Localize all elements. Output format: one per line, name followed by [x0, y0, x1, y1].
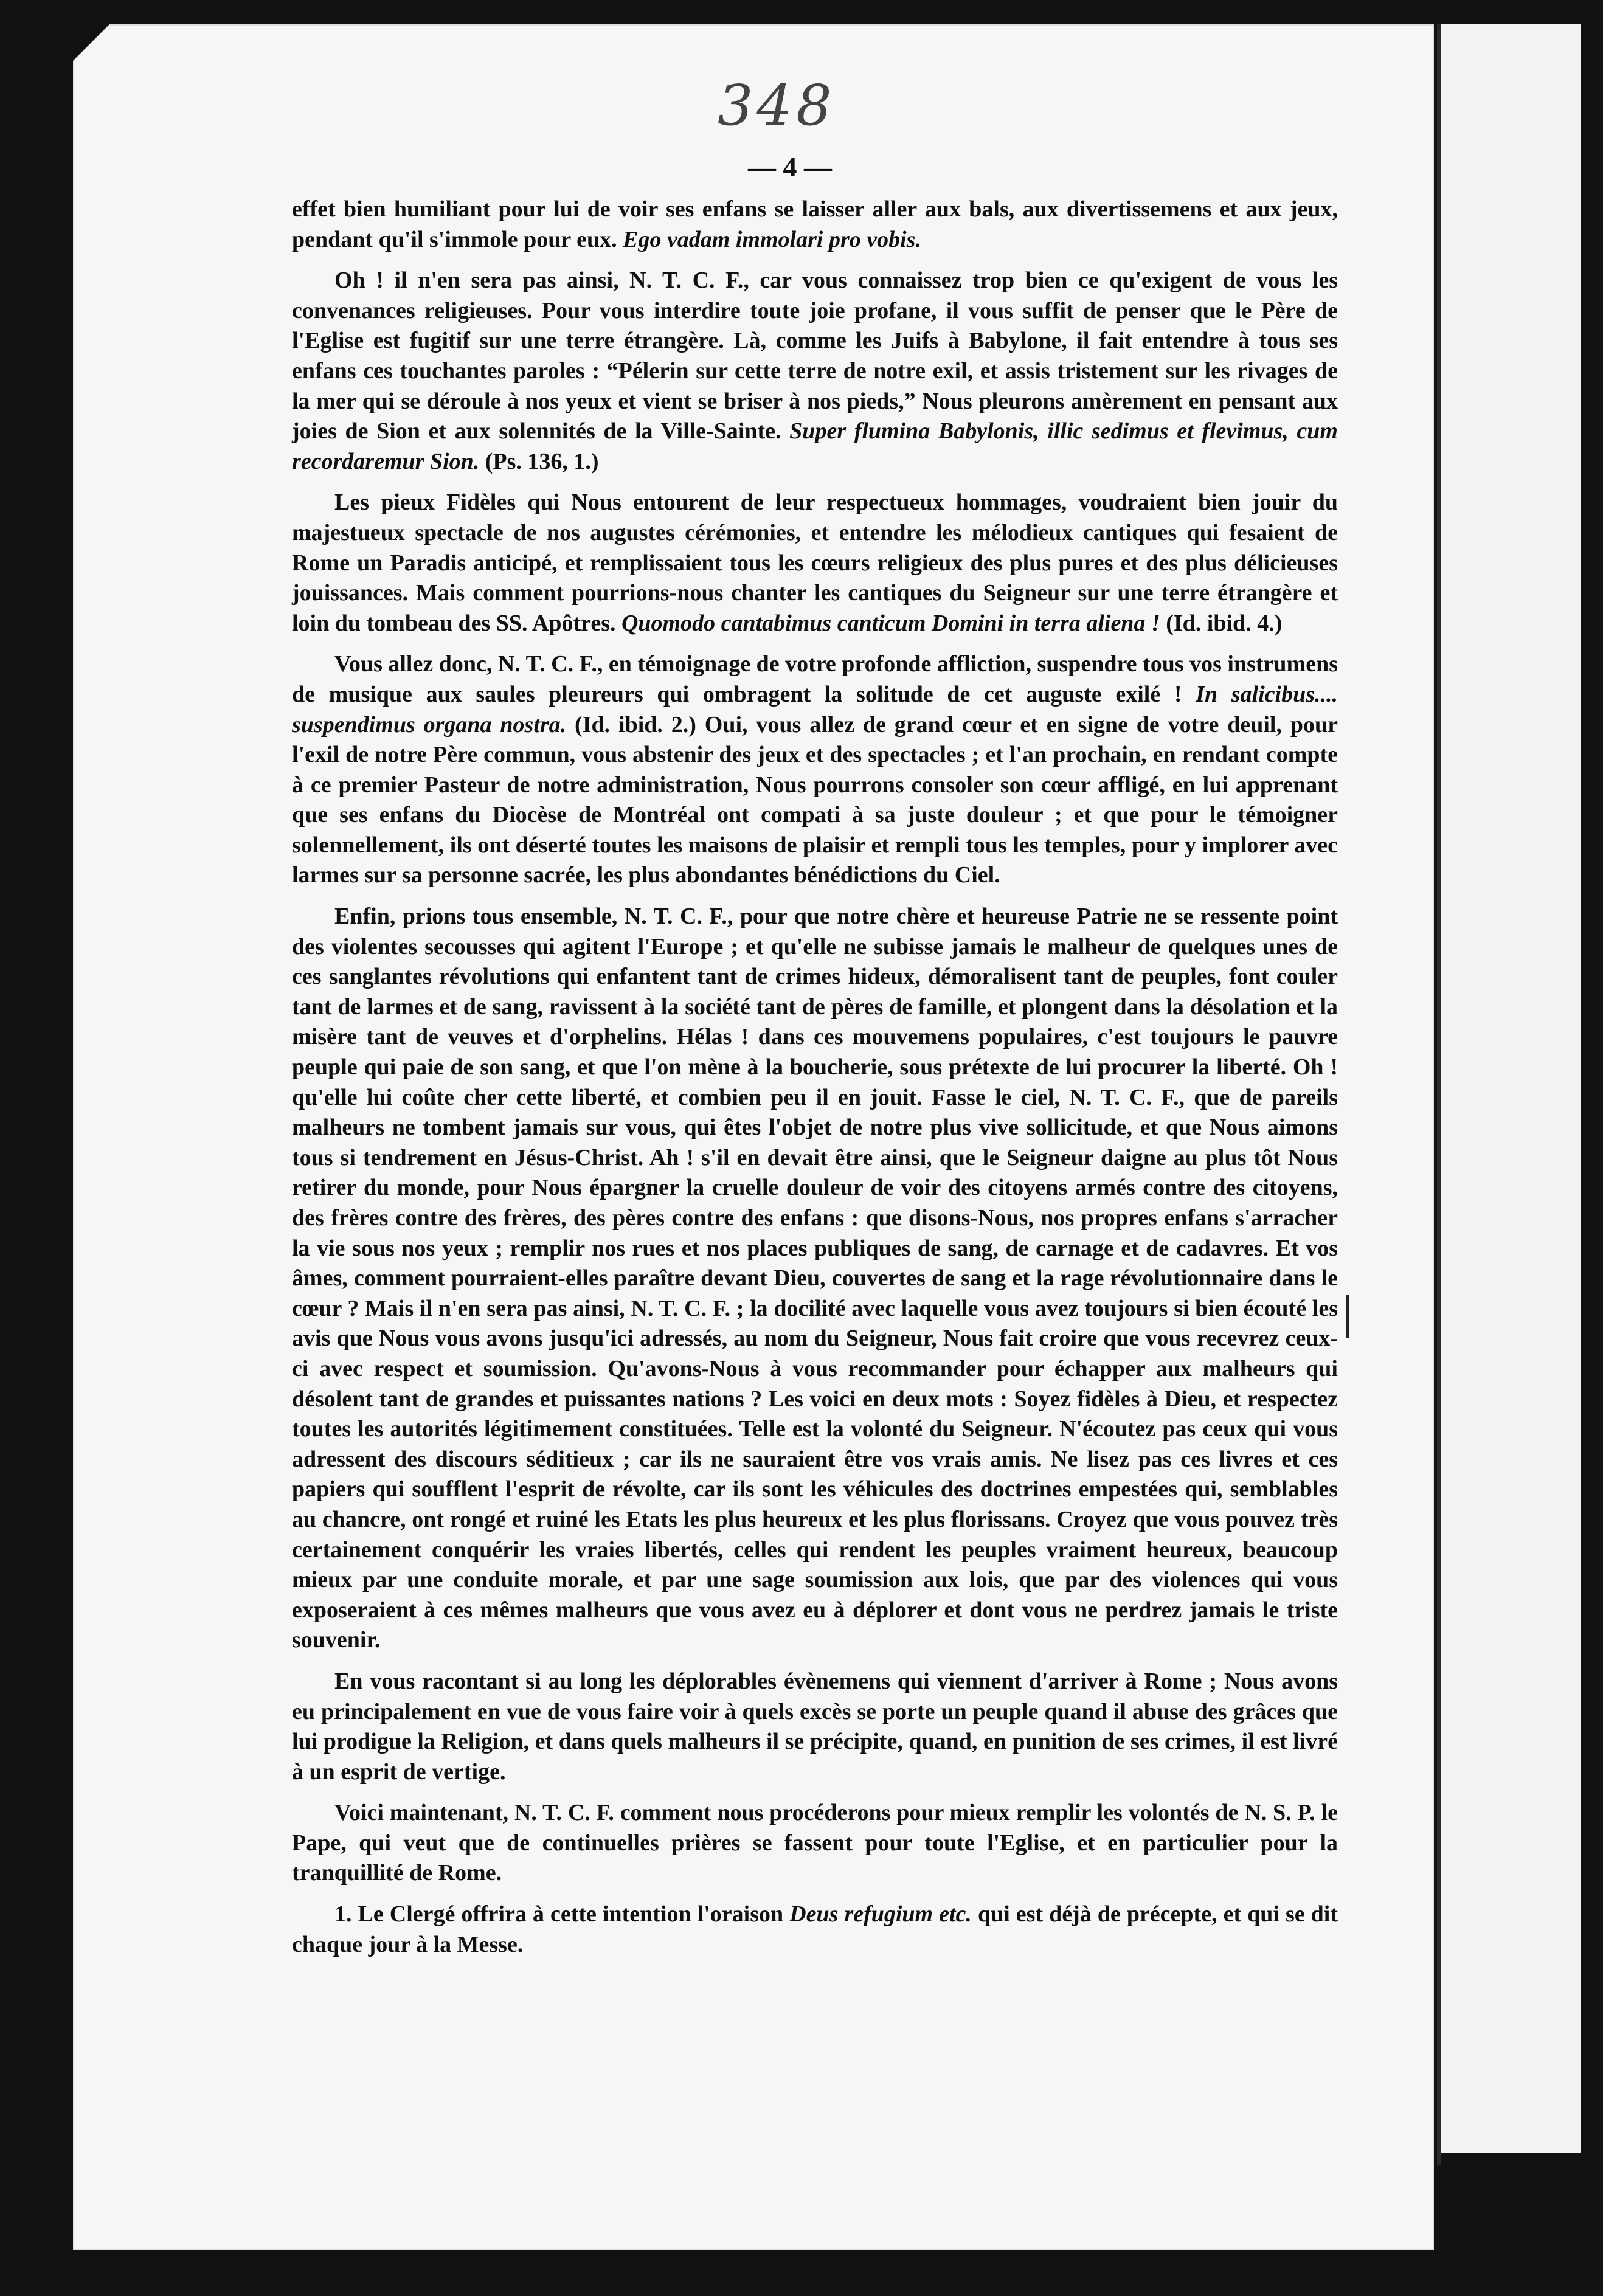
paragraph-p2 — [292, 488, 1338, 638]
adjacent-page-edge — [1441, 24, 1581, 2152]
latin-quote: Ego vadam immolari pro vobis. — [623, 226, 921, 252]
text-run: (Id. ibid. 4.) — [1160, 610, 1283, 636]
page-gutter — [1437, 24, 1441, 2165]
text-run: (Ps. 136, 1.) — [479, 448, 599, 474]
paragraph-p1 — [292, 266, 1338, 477]
text-run: Enfin, prions tous ensemble, N. T. C. F., pour que notre chère et heureuse Patrie ne se ressente point des violentes secousses qui agitent l'Europe ; et qu'elle ne subisse jamais le malheur de quelques unes de ces sanglantes révolutions qui enfantent tant de crimes hideux, démoralisent tant de peuples, font couler tant de larmes et de sang, ravissent à la société tant de pères de famille, et plongent dans la désolation et la misère tant de veuves et d'orphelins. Hélas ! dans ces mouvemens populaires, c'est toujours le pauvre peuple qui paie de son sang, et que l'on mène à la boucherie, sous prétexte de lui procurer la liberté. Oh ! qu'elle lui coûte cher cette liberté, et combien peu il en jouit. Fasse le ciel, N. T. C. F., que de pareils malheurs ne tombent jamais sur vous, qui êtes l'objet de notre plus vive sollicitude, et que Nous aimons tous si tendrement en Jésus-Christ. Ah ! s'il en devait être ainsi, que le Seigneur daigne au plus tôt Nous retirer du monde, pour Nous épargner la cruelle douleur de voir des citoyens armés contre des citoyens, des frères contre des frères, des pères contre des enfans : que disons-Nous, nos propres enfans s'arracher la vie sous nos yeux ; remplir nos rues et nos places publiques de sang, de carnage et de cadavres. Et vos âmes, comment pourraient-elles paraître devant Dieu, couvertes de sang et la rage révolutionnaire dans le cœur ? Mais il n'en sera pas ainsi, N. T. C. F. ; la docilité avec laquelle vous avez toujours si bien écouté les avis que Nous vous avons jusqu'ici adressés, au nom du Seigneur, Nous fait croire que vous recevrez ceux-ci avec respect et soumission. Qu'avons-Nous à vous recommander pour échapper aux malheurs qui désolent tant de grandes et puissantes nations ? Les voici en deux mots : Soyez fidèles à Dieu, et respectez toutes les autorités légitimement constituées. Telle est la volonté du Seigneur. N'écoutez pas ceux qui vous adressent des discours séditieux ; car ils ne sauraient être vos vrais amis. Ne lisez pas ces livres et ces papiers qui soufflent l'esprit de révolte, car ils sont les véhicules des doctrines empestées qui, semblables au chancre, ont rongé et ruiné les Etats les plus heureux et les plus florissans. Croyez que vous pouvez très certainement conquérir les vraies libertés, celles qui rendent les peuples vraiment heureux, beaucoup mieux par une conduite morale, et par une sage soumission aux lois, que par des violences qui vous exposeraient à ces mêmes malheurs que vous avez eu à déplorer et dont vous ne perdrez jamais le triste souvenir. — [292, 904, 1338, 1653]
text-run: effet bien humiliant pour lui de voir ses enfans se laisser aller aux bals, aux divertissemens et aux jeux, pendant qu'il s'immole pour eux. — [292, 196, 1338, 252]
page-number: — 4 — — [748, 151, 832, 182]
text-run: 1. Le Clergé offrira à cette intention l'oraison — [334, 1901, 790, 1928]
paragraph-p3 — [292, 649, 1338, 891]
paragraph-p4 — [292, 902, 1338, 1656]
text-run: Voici maintenant, N. T. C. F. comment nous procéderons pour mieux remplir les volontés de N. S. P. le Pape, qui veut que de continuelles prières se fassent pour toute l'Eglise, et en particulier pour la tranquillité de Rome. — [292, 1800, 1338, 1886]
paragraph-p6 — [292, 1798, 1338, 1889]
text-run: Les pieux Fidèles qui Nous entourent de leur respectueux hommages, voudraient bien jouir du majestueux spectacle de nos augustes cérémonies, et entendre les mélodieux cantiques qui fesaient de Rome un Paradis anticipé, et remplissaient tous les cœurs religieux des plus pures et des plus délicieuses jouissances. Mais comment pourrions-nous chanter les cantiques du Seigneur sur une terre étrangère et loin du tombeau des SS. Apôtres. — [292, 489, 1338, 636]
folded-corner — [73, 24, 109, 61]
paragraph-p7 — [292, 1900, 1338, 1960]
latin-quote: Super flumina Babylonis, illic sedimus et flevimus, cum recordaremur Sion. — [292, 418, 1338, 474]
latin-quote: In salicibus.... suspendimus organa nostra. — [292, 681, 1338, 738]
text-run: (Id. ibid. 2.) Oui, vous allez de grand cœur et en signe de votre deuil, pour l'exil de notre Père commun, vous abstenir des jeux et des spectacles ; et l'an prochain, en rendant compte à ce premier Pasteur de notre administration, Nous pourrons consoler son cœur affligé, en lui apprenant que ses enfans du Diocèse de Montréal ont compati à sa juste douleur ; et que pour le témoigner solennellement, ils ont déserté toutes les maisons de plaisir et rempli tous les temples, pour y implorer avec larmes sur sa personne sacrée, les plus abondantes bénédictions du Ciel. — [292, 711, 1338, 888]
paragraph-p5 — [292, 1667, 1338, 1787]
handwritten-number: 348 — [718, 73, 836, 138]
text-run: Oh ! il n'en sera pas ainsi, N. T. C. F., car vous connaissez trop bien ce qu'exigent de vous les convenances religieuses. Pour vous interdire toute joie profane, il vous suffit de penser que le Père de l'Eglise est fugitif sur une terre étrangère. Là, comme les Juifs à Babylone, il fait entendre à tous ses enfans ces touchantes paroles : “Pélerin sur cette terre de notre exil, et assis tristement sur les rivages de la mer qui se déroule à nos yeux et vient se briser à nos pieds,” Nous pleurons amèrement en pensant aux joies de Sion et aux solennités de la Ville-Sainte. — [292, 268, 1338, 444]
text-run: Vous allez donc, N. T. C. F., en témoignage de votre profonde affliction, suspendre tous vos instrumens de musique aux saules pleureurs qui ombragent la solitude de cet auguste exilé ! — [292, 651, 1338, 707]
body-text — [292, 195, 1338, 1960]
margin-mark — [1346, 1295, 1349, 1338]
latin-quote: Quomodo cantabimus canticum Domini in terra aliena ! — [621, 610, 1160, 636]
paragraph-p0 — [292, 195, 1338, 255]
latin-quote: Deus refugium etc. — [789, 1901, 972, 1928]
text-run: qui est déjà de précepte, et qui se dit chaque jour à la Messe. — [292, 1901, 1338, 1957]
text-run: En vous racontant si au long les déplorables évènemens qui viennent d'arriver à Rome ; Nous avons eu principalement en vue de vous faire voir à quels excès se porte un peuple quand il abuse des grâces que lui prodigue la Religion, et dans quels malheurs il se précipite, quand, en punition de ses crimes, il est livré à un esprit de vertige. — [292, 1668, 1338, 1785]
